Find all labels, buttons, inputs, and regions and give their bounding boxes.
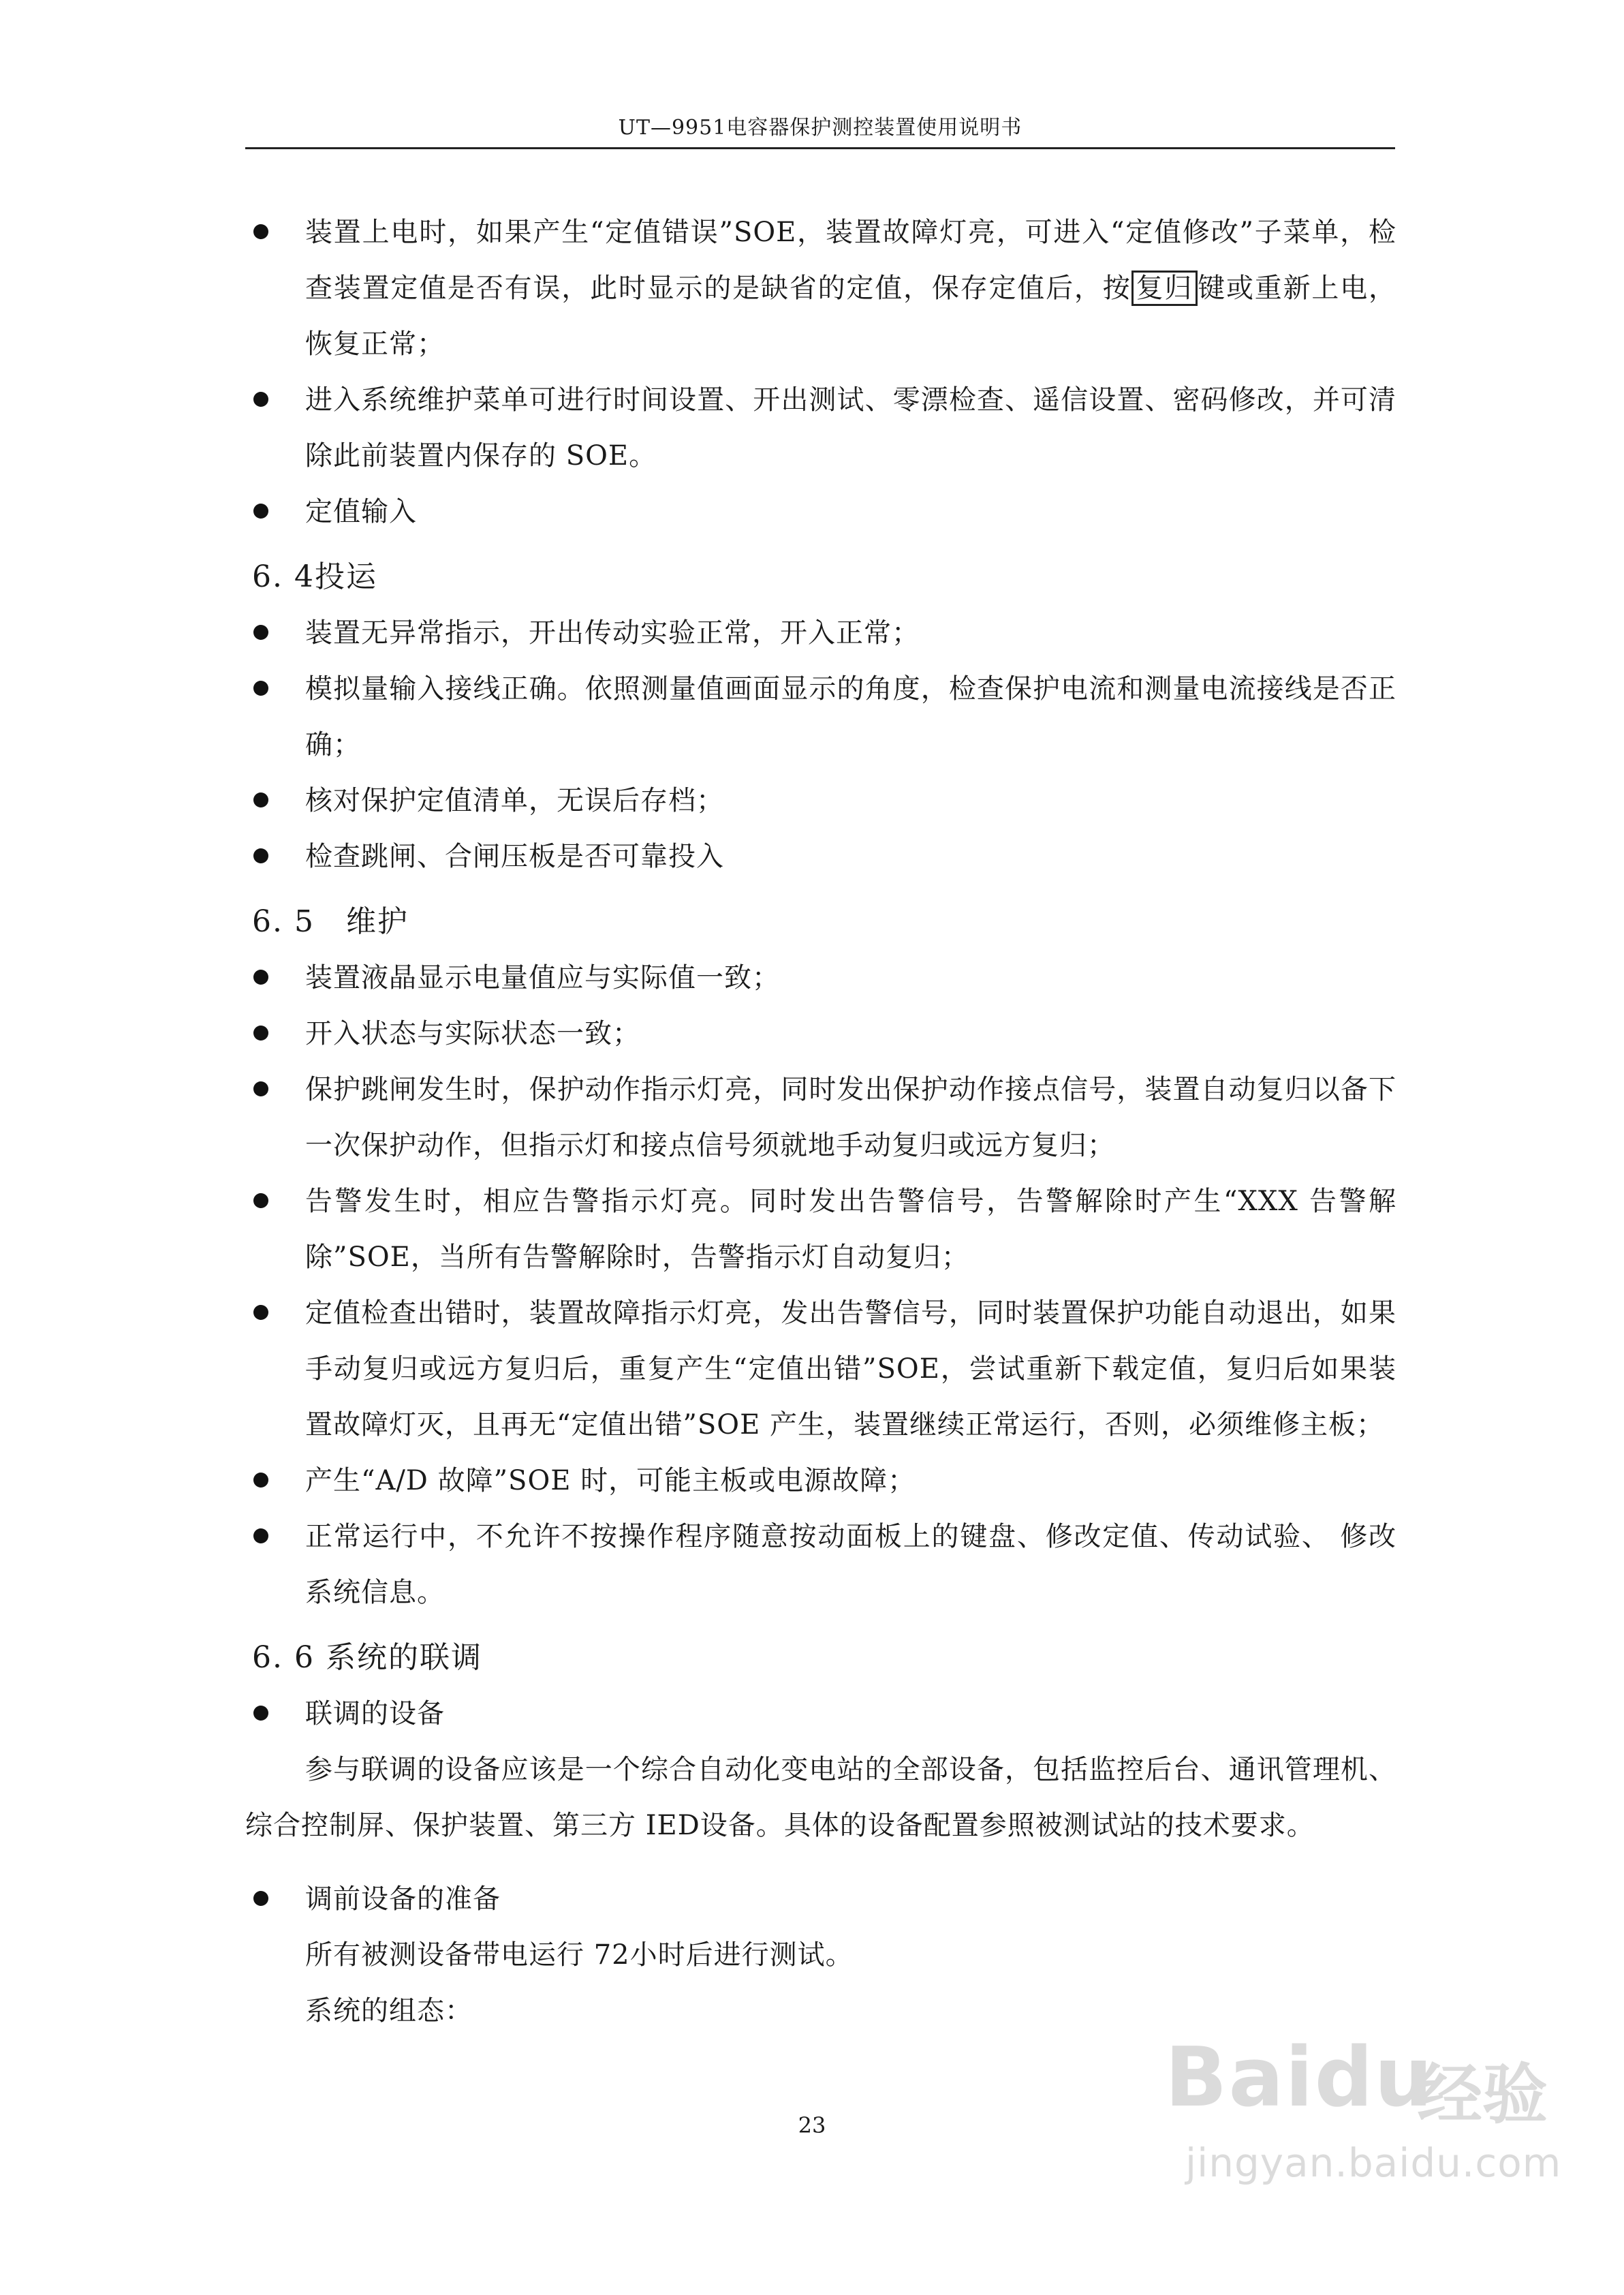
bullet-dot-icon [253, 1193, 268, 1208]
bullet-text: 联调的设备 [305, 1698, 445, 1729]
bullet-dot-icon [253, 681, 268, 696]
bullet-text: 定值检查出错时，装置故障指示灯亮，发出告警信号，同时装置保护功能自动退出，如果手动复归或远方复归后，重复产生“定值出错”SOE，尝试重新下载定值，复归后如果装置故障灯灭，且再无“定值出错”SOE 产生，装置继续正常运行，否则，必须维修主板； [305, 1297, 1396, 1441]
section-heading-6-6: 6. 6 系统的联调 [252, 1640, 482, 1675]
bullet-item [245, 1062, 1396, 1173]
bullet-item [245, 950, 1396, 1006]
bullet-text: 检查跳闸、合闸压板是否可靠投入 [305, 841, 724, 872]
bullet-item [245, 829, 1396, 884]
bullet-dot-icon [253, 970, 268, 985]
bullet-item [245, 773, 1396, 829]
watermark-url: jingyan.baidu.com [1185, 2140, 1562, 2186]
reset-key-label: 复归 [1131, 271, 1198, 306]
bullet-item [245, 1453, 1396, 1509]
bullet-item [245, 1686, 1396, 1742]
header-divider [245, 147, 1395, 149]
bullet-item [245, 1509, 1396, 1620]
bullet-dot-icon [253, 1081, 268, 1096]
bullet-text: 调前设备的准备 [305, 1883, 501, 1915]
bullet-text: 开入状态与实际状态一致； [305, 1018, 640, 1049]
document-header-title: UT—9951电容器保护测控装置使用说明书 [618, 116, 1022, 140]
bullet-item [245, 484, 1396, 540]
bullet-item [245, 661, 1396, 773]
bullet-dot-icon [253, 625, 268, 640]
section-heading-6-4: 6. 4投运 [252, 559, 377, 594]
bullet-text: 保护跳闸发生时，保护动作指示灯亮，同时发出保护动作接点信号，装置自动复归以备下一次保护动作，但指示灯和接点信号须就地手动复归或远方复归； [305, 1074, 1396, 1161]
bullet-dot-icon [253, 792, 268, 807]
spacer [245, 1853, 1396, 1871]
bullet-dot-icon [253, 504, 268, 519]
bullet-dot-icon [253, 1891, 268, 1906]
bullet-dot-icon [253, 1305, 268, 1320]
bullet-text: 模拟量输入接线正确。依照测量值画面显示的角度，检查保护电流和测量电流接线是否正确； [305, 673, 1396, 760]
baidu-logo-text: Baidu [1165, 2031, 1434, 2125]
bullet-dot-icon [253, 224, 268, 239]
bullet-text: 定值输入 [305, 496, 417, 527]
bullet-text-tail: 键或重新上电，恢复正常； [305, 273, 1397, 360]
baidu-watermark [1158, 1990, 1567, 2194]
bullet-item [245, 204, 1396, 372]
bullet-text: 进入系统维护菜单可进行时间设置、开出测试、零漂检查、遥信设置、密码修改，并可清除此前装置内保存的 SOE。 [305, 384, 1396, 472]
bullet-item [245, 372, 1396, 484]
paragraph: 所有被测设备带电运行 72小时后进行测试。 [305, 1939, 854, 1971]
bullet-dot-icon [253, 392, 268, 407]
paragraph: 参与联调的设备应该是一个综合自动化变电站的全部设备，包括监控后台、通讯管理机、综合控制屏、保护装置、第三方 IED设备。具体的设备配置参照被测试站的技术要求。 [245, 1754, 1396, 1841]
page-number: 23 [798, 2112, 826, 2138]
bullet-item [245, 605, 1396, 661]
bullet-text: 正常运行中，不允许不按操作程序随意按动面板上的键盘、修改定值、传动试验、 修改系统信息。 [305, 1521, 1396, 1608]
bullet-text: 核对保护定值清单，无误后存档； [305, 785, 724, 816]
bullet-dot-icon [253, 1473, 268, 1488]
section-heading-6-5: 6. 5 维护 [252, 904, 409, 939]
bullet-text: 装置无异常指示，开出传动实验正常，开入正常； [305, 617, 920, 649]
bullet-item [245, 1173, 1396, 1285]
bullet-text: 产生“A/D 故障”SOE 时，可能主板或电源故障； [305, 1465, 916, 1496]
bullet-text: 装置液晶显示电量值应与实际值一致； [305, 962, 780, 994]
bullet-dot-icon [253, 1706, 268, 1721]
bullet-item [245, 1285, 1396, 1453]
bullet-dot-icon [253, 848, 268, 863]
page-content [245, 204, 1396, 2039]
paragraph: 系统的组态： [305, 1995, 473, 2027]
bullet-item [245, 1871, 1396, 1927]
bullet-item [245, 1006, 1396, 1062]
bullet-text: 告警发生时，相应告警指示灯亮。同时发出告警信号，告警解除时产生“XXX 告警解除”SOE，当所有告警解除时，告警指示灯自动复归； [305, 1186, 1396, 1273]
bullet-dot-icon [253, 1026, 268, 1041]
bullet-dot-icon [253, 1528, 268, 1543]
bullet-text: 装置上电时，如果产生“定值错误”SOE，装置故障灯亮，可进入“定值修改”子菜单，检查装置定值是否有误，此时显示的是缺省的定值，保存定值后，按 [305, 217, 1396, 304]
jingyan-text: 经验 [1417, 2057, 1548, 2133]
